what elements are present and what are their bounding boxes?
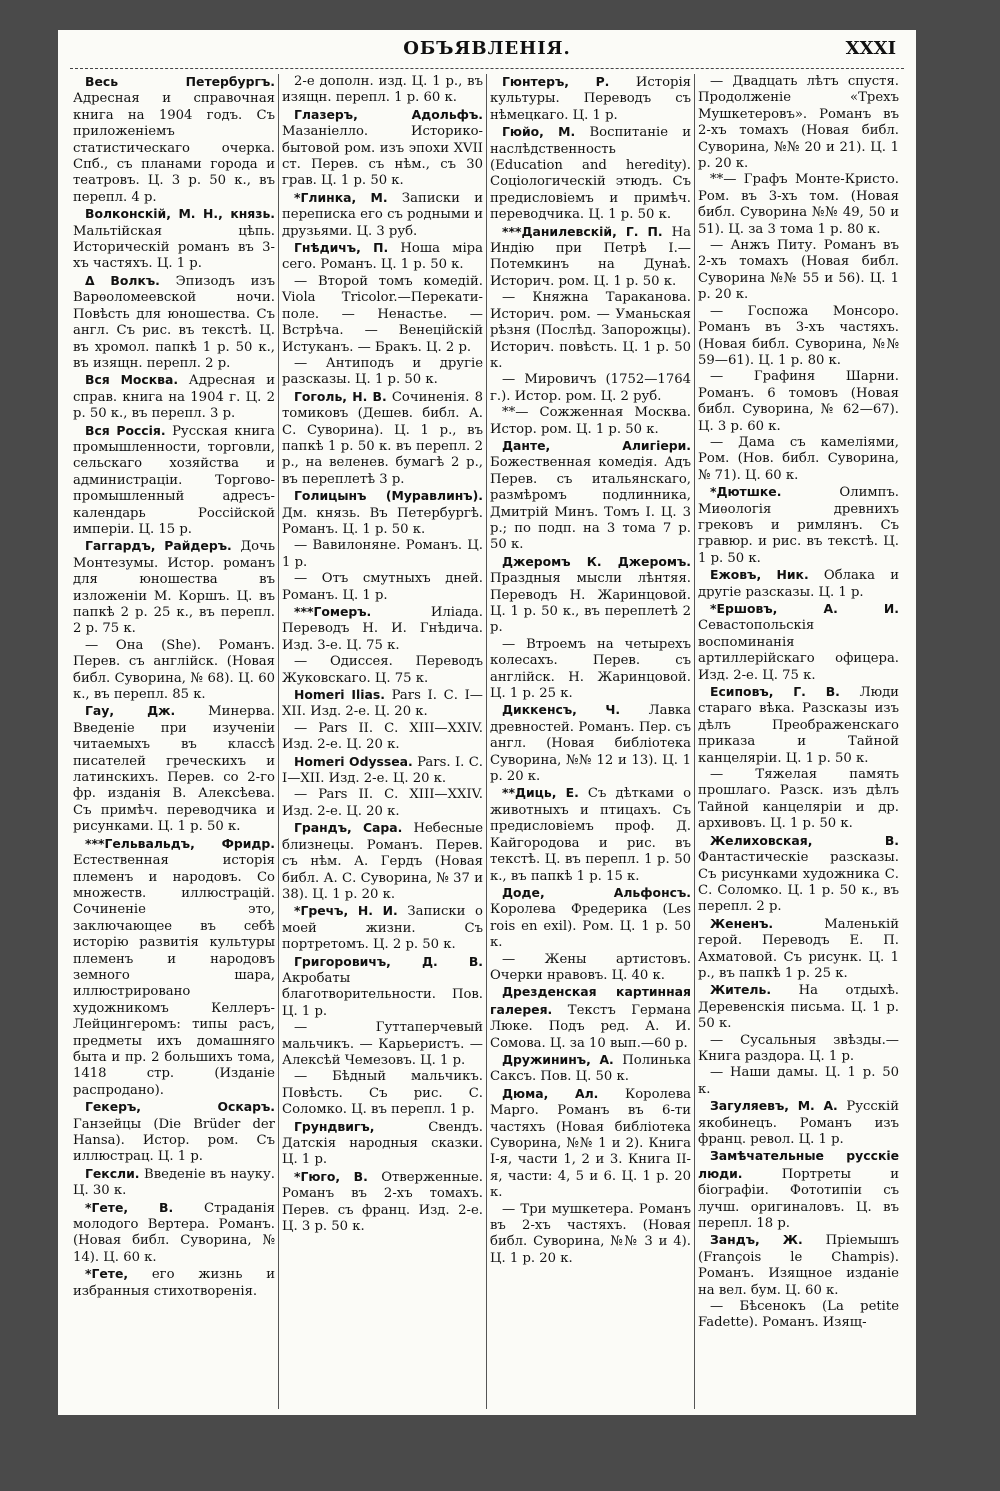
listing-heading: *Гюго, В. bbox=[294, 1168, 368, 1184]
listing-text: Полинька Саксъ. Пов. Ц. 50 к. bbox=[490, 1052, 691, 1085]
listing-heading: Данте, Алигіери. bbox=[502, 437, 691, 453]
listing-heading: Гоголь, Н. В. bbox=[294, 388, 387, 404]
column-1 bbox=[70, 74, 278, 1409]
listing-heading: *Ершовъ, А. И. bbox=[710, 601, 899, 616]
listing-heading: Вся Москва. bbox=[85, 372, 179, 388]
listing-text: — Жены артистовъ. Очерки нравовъ. Ц. 40 к. bbox=[490, 951, 691, 983]
listing-text: Минерва. Введеніе при изученіи читаемыхъ въ классѣ писателей греческихъ и латинскихъ. Перев. со 2-го фр. изданія В. Алексѣева. Съ примѣч. переводчика и рисунками. Ц. 1 р. 50 к. bbox=[73, 704, 275, 835]
listing-heading: Жененъ. bbox=[710, 915, 774, 931]
listing-text: Севастопольскія воспоминанія артиллерійскаго офицера. Изд. 2-е. Ц. 75 к. bbox=[698, 618, 899, 683]
listing-heading: **Диць, Е. bbox=[502, 785, 579, 801]
listing-text: — Наши дамы. Ц. 1 р. 50 к. bbox=[698, 1065, 899, 1097]
listing-entry bbox=[282, 74, 483, 107]
listing-text: — Втроемъ на четырехъ колесахъ. Перев. съ англійск. Н. Жаринцовой. Ц. 1 р. 25 к. bbox=[490, 636, 691, 702]
listing-entry bbox=[698, 567, 899, 601]
listing-entry bbox=[490, 984, 691, 1052]
listing-heading: Гаггардъ, Райдеръ. bbox=[85, 538, 232, 554]
listing-text: Адресная и справ. книга на 1904 г. Ц. 2 р. 50 к., въ перепл. 3 р. bbox=[73, 373, 275, 422]
listing-text: Лавка древностей. Романъ. Пер. съ англ. (Новая библіотека Суворина, №№ 12 и 13). Ц. 1 р. 20 к. bbox=[490, 703, 691, 785]
text-columns bbox=[70, 74, 904, 1409]
listing-entry bbox=[282, 604, 483, 654]
listing-entry bbox=[73, 206, 275, 273]
listing-text: Съ дѣтками о животныхъ и птицахъ. Съ предисловіемъ проф. Д. Кайгородова и рис. въ текстѣ. Ц. въ перепл. 1 р. 50 к., въ папкѣ 1 р. 15 к. bbox=[490, 786, 692, 884]
listing-heading: Григоровичъ, Д. В. bbox=[294, 953, 483, 969]
listing-text: Портреты и біографіи. Фототипіи съ лучш. оригиналовъ. Ц. въ перепл. 18 р. bbox=[698, 1166, 899, 1232]
listing-entry bbox=[698, 304, 899, 370]
listing-text: Пріемышъ (François le Champis). Романъ. Изящное изданіе на вел. бум. Ц. 60 к. bbox=[698, 1233, 899, 1298]
listing-heading: Дюма, Ал. bbox=[502, 1085, 599, 1101]
listing-entry bbox=[282, 389, 483, 488]
listing-text: — Одиссея. Переводъ Жуковскаго. Ц. 75 к. bbox=[282, 654, 483, 686]
listing-entry bbox=[282, 538, 483, 571]
listing-text: Мазаніелло. Историко-бытовой ром. изъ эпохи XVII ст. Перев. съ нѣм., съ 30 грав. Ц. 1 р. 50 к. bbox=[282, 124, 483, 189]
listing-entry bbox=[73, 538, 275, 637]
listing-heading: Homeri Odyssea. bbox=[294, 753, 413, 769]
document-page bbox=[58, 30, 916, 1415]
listing-text: Введеніе въ науку. Ц. 30 к. bbox=[73, 1166, 275, 1199]
listing-text: Русская книга промышленности, торговли, сельскаго хозяйства и администраціи. Торгово-промышленный адресъ-календарь Россійской имперіи. Ц. 15 р. bbox=[73, 423, 275, 537]
listing-heading: Желиховская, В. bbox=[710, 832, 899, 848]
listing-text: **— Сожженная Москва. Истор. ром. Ц. 1 р. 50 к. bbox=[490, 405, 691, 437]
listing-text: Pars. I. С. I—XII. Изд. 2-е. Ц. 20 к. bbox=[282, 754, 483, 787]
listing-text: Естественная исторія племенъ и народовъ. Со множеств. иллюстрацій. Сочиненіе это, заключающее въ себѣ исторію развитія культуры племенъ и народовъ земного шара, иллюстрировано художникомъ Келлеръ-Лейцингеромъ: типы расъ, предметы ихъ домашняго быта и пр. 2 большихъ тома, 1418 стр. (Изданіе распродано). bbox=[73, 853, 275, 1098]
listing-heading: Доде, Альфонсъ. bbox=[502, 884, 691, 900]
listing-entry bbox=[282, 240, 483, 274]
listing-entry bbox=[282, 190, 483, 240]
listing-text: Королева Марго. Романъ въ 6-ти частяхъ (Новая библіотека Суворина, №№ 1 и 2). Книга I-я, части 1, 2 и 3. Книга II-я, части: 4, 5 и 6. Ц. 1 р. 20 к. bbox=[490, 1086, 691, 1201]
listing-entry bbox=[282, 1169, 483, 1236]
listing-text: его жизнь и избранныя стихотворенія. bbox=[73, 1267, 275, 1299]
listing-entry bbox=[490, 405, 691, 438]
listing-heading: Homeri Ilias. bbox=[294, 687, 385, 703]
listing-entry bbox=[490, 372, 691, 405]
listing-text: Божественная комедія. Адъ Перев. съ итальянскаго, размѣромъ подлинника, Дмитрій Минъ. Томъ I. Ц. 3 р.; по подп. на 3 тома 7 р. 50 к. bbox=[490, 455, 691, 553]
listing-heading: *Гете, В. bbox=[85, 1199, 174, 1215]
listing-entry bbox=[490, 124, 691, 223]
listing-entry bbox=[698, 916, 899, 983]
listing-heading: Зандъ, Ж. bbox=[710, 1232, 803, 1248]
listing-text: Сочиненія. 8 томиковъ (Дешев. библ. А. С. Суворина). Ц. 1 р., въ папкѣ 1 р. 50 к. въ перепл. 2 р., на веленев. бумагѣ 2 р., въ переплетѣ 3 р. bbox=[282, 389, 483, 487]
listing-entry bbox=[282, 1119, 483, 1169]
listing-entry bbox=[282, 954, 483, 1021]
listing-text: Иліада. Переводъ Н. И. Гнѣдича. Изд. 3-е. Ц. 75 к. bbox=[282, 605, 483, 653]
listing-text: Дм. князь. Въ Петербургѣ. Романъ. Ц. 1 р. 50 к. bbox=[282, 505, 483, 537]
listing-text: Записки о моей жизни. Съ портретомъ. Ц. 2 р. 50 к. bbox=[282, 904, 483, 953]
listing-text: Эпизодъ изъ Варѳоломеевской ночи. Повѣсть для юношества. Съ англ. Съ рис. въ текстѣ. Ц. въ хромол. папкѣ 1 р. 50 к., въ изящн. перепл. 2 р. bbox=[73, 273, 275, 371]
listing-heading: Ежовъ, Ник. bbox=[710, 567, 809, 583]
listing-entry bbox=[698, 1299, 899, 1332]
listing-entry bbox=[490, 1202, 691, 1268]
listing-entry bbox=[698, 1033, 899, 1066]
listing-entry bbox=[73, 372, 275, 422]
listing-heading: Дружининъ, А. bbox=[502, 1051, 614, 1067]
listing-text: — Pars II. С. XIII—XXIV. Изд. 2-е. Ц. 20 к. bbox=[282, 720, 483, 753]
listing-heading: Загуляевъ, М. А. bbox=[710, 1098, 838, 1114]
listing-entry bbox=[73, 1266, 275, 1300]
listing-text: — Сусальныя звѣзды.—Книга раздора. Ц. 1 р. bbox=[698, 1032, 899, 1064]
listing-entry bbox=[698, 435, 899, 484]
listing-entry bbox=[282, 107, 483, 190]
listing-heading: Гекеръ, Оскаръ. bbox=[85, 1099, 275, 1115]
listing-text: Ганзейцы (Die Brüder der Hansa). Истор. ром. Съ иллюстрац. Ц. 1 р. bbox=[73, 1116, 275, 1165]
listing-text: — Двадцать лѣтъ спустя. Продолженіе «Трехъ Мушкетеровъ». Романъ въ 2-хъ томахъ (Новая библ. Суворина, №№ 20 и 21). Ц. 1 р. 20 к. bbox=[698, 74, 899, 172]
listing-entry bbox=[698, 484, 899, 567]
listing-entry bbox=[698, 1065, 899, 1098]
listing-text: На отдыхѣ. Деревенскія письма. Ц. 1 р. 50 к. bbox=[698, 983, 899, 1032]
listing-text: — Княжна Тараканова. Историч. ром. — Уманьская рѣзня (Послѣд. Запорожцы). Историч. повѣсть. Ц. 1 р. 50 к. bbox=[490, 290, 691, 371]
listing-text: — Бѣсенокъ (La petite Fadette). Романъ. Изящ- bbox=[698, 1299, 899, 1331]
listing-entry bbox=[490, 637, 691, 703]
listing-entry bbox=[282, 721, 483, 754]
listing-entry bbox=[282, 754, 483, 788]
listing-text: — Три мушкетера. Романъ въ 2-хъ частяхъ. (Новая библ. Суворина, №№ 3 и 4). Ц. 1 р. 20 к. bbox=[490, 1201, 691, 1266]
listing-entry bbox=[490, 702, 691, 785]
listing-entry bbox=[73, 703, 275, 835]
listing-heading: Есиповъ, Г. В. bbox=[710, 684, 840, 700]
listing-entry bbox=[282, 820, 483, 903]
listing-entry bbox=[698, 369, 899, 435]
listing-heading: *Гречъ, Н. И. bbox=[294, 903, 398, 919]
listing-heading: Голицынъ (Муравлинъ). bbox=[294, 488, 483, 504]
listing-entry bbox=[698, 833, 899, 916]
column-2 bbox=[278, 74, 486, 1409]
listing-text: — Гуттаперчевый мальчикъ. — Карьеристъ. — Алексѣй Чемезовъ. Ц. 1 р. bbox=[282, 1020, 483, 1068]
listing-heading: Замѣчательные русскіе люди. bbox=[698, 1148, 899, 1181]
listing-text: — Анжъ Питу. Романъ въ 2-хъ томахъ (Новая библ. Суворина №№ 55 и 56). Ц. 1 р. 20 к. bbox=[698, 238, 899, 303]
header-rule bbox=[70, 68, 904, 69]
listing-heading: ***Данилевскій, Г. П. bbox=[502, 223, 663, 239]
listing-text: — Pars II. С. XIII—XXIV. Изд. 2-е. Ц. 20 к. bbox=[282, 787, 483, 819]
listing-entry bbox=[282, 654, 483, 687]
listing-text: Исторія культуры. Переводъ съ нѣмецкаго. Ц. 1 р. bbox=[490, 75, 691, 123]
listing-text: **— Графъ Монте-Кристо. Ром. въ 3-хъ том. (Новая библ. Суворина №№ 49, 50 и 51). Ц. за 3 тома 1 р. 80 к. bbox=[698, 172, 899, 237]
listing-entry bbox=[490, 290, 691, 372]
listing-text: Pars I. С. I—XII. Изд. 2-е. Ц. 20 к. bbox=[282, 688, 483, 720]
listing-entry bbox=[490, 438, 691, 554]
listing-text: Фантастическіе разсказы. Съ рисунками художника С. С. Соломко. Ц. 1 р. 50 к., въ перепл. 2 р. bbox=[698, 850, 899, 915]
listing-text: — Антиподъ и другіе разсказы. Ц. 1 р. 50 к. bbox=[282, 355, 483, 388]
page-number: XXXI bbox=[845, 38, 896, 59]
listing-entry bbox=[73, 1166, 275, 1200]
listing-text: На Индію при Петрѣ I.—Потемкинъ на Дунаѣ. Историч. ром. Ц. 1 р. 50 к. bbox=[490, 224, 691, 289]
listing-entry bbox=[698, 1232, 899, 1299]
listing-heading: ***Гомеръ. bbox=[294, 604, 372, 619]
column-3 bbox=[486, 74, 694, 1409]
listing-text: Акробаты благотворительности. Пов. Ц. 1 р. bbox=[282, 970, 483, 1019]
listing-heading: Грундвигъ, bbox=[294, 1118, 375, 1134]
listing-entry bbox=[73, 423, 275, 539]
listing-text: — Она (She). Романъ. Перев. съ англійск. (Новая библ. Суворина, № 68). Ц. 60 к., въ перепл. 85 к. bbox=[73, 637, 275, 703]
listing-text: Люди стараго вѣка. Разсказы изъ дѣлъ Преображенскаго приказа и Тайной канцеляріи. Ц. 1 р. 50 к. bbox=[698, 685, 899, 766]
listing-heading: *Гете, bbox=[85, 1266, 129, 1282]
listing-heading: Гексли. bbox=[85, 1165, 140, 1181]
listing-entry bbox=[698, 238, 899, 304]
listing-heading: Весь Петербургъ. bbox=[85, 74, 275, 89]
listing-text: — Отъ смутныхъ дней. Романъ. Ц. 1 р. bbox=[282, 571, 483, 603]
listing-entry bbox=[698, 982, 899, 1032]
listing-text: — Мировичъ (1752—1764 г.). Истор. ром. Ц. 2 руб. bbox=[490, 372, 691, 404]
listing-heading: Волконскій, М. Н., князь. bbox=[85, 206, 275, 222]
listing-entry bbox=[282, 787, 483, 820]
listing-entry bbox=[490, 74, 691, 124]
listing-text: — Дама съ камеліями, Ром. (Нов. библ. Суворина, № 71). Ц. 60 к. bbox=[698, 434, 899, 483]
listing-entry bbox=[698, 1148, 899, 1232]
listing-entry bbox=[73, 836, 275, 1100]
listing-text: — Тяжелая память прошлаго. Разск. изъ дѣлъ Тайной канцеляріи и др. архивовъ. Ц. 1 р. 50 к. bbox=[698, 767, 899, 832]
listing-heading: Житель. bbox=[710, 982, 772, 998]
listing-text: Воспитаніе и наслѣдственность (Education and heredity). Соціологическій этюдъ. Съ предисловіемъ и примѣч. переводчика. Ц. 1 р. 50 к. bbox=[490, 125, 691, 223]
listing-heading: Глазеръ, Адольфъ. bbox=[294, 106, 483, 122]
listing-text: 2-е дополн. изд. Ц. 1 р., въ изящн. перепл. 1 р. 60 к. bbox=[282, 74, 483, 106]
listing-entry bbox=[282, 488, 483, 538]
listing-heading: *Дютшке. bbox=[710, 484, 782, 500]
listing-entry bbox=[282, 903, 483, 953]
listing-entry bbox=[282, 1020, 483, 1069]
listing-text: Свендъ. Датскія народныя сказки. Ц. 1 р. bbox=[282, 1119, 483, 1168]
listing-text: — Госпожа Монсоро. Романъ въ 3-хъ частяхъ. (Новая библ. Суворина, №№ 59—61). Ц. 1 р. 80 к. bbox=[698, 303, 899, 368]
listing-entry bbox=[282, 356, 483, 389]
listing-entry bbox=[490, 785, 691, 884]
listing-text: Адресная и справочная книга на 1904 годъ. Съ приложеніемъ статистическаго очерка. Спб., съ планами города и театровъ. Ц. 3 р. 50 к., въ перепл. 4 р. bbox=[73, 91, 275, 205]
listing-entry bbox=[698, 74, 899, 172]
page-title: ОБЪЯВЛЕНІЯ. bbox=[403, 38, 571, 59]
listing-text: Текстъ Германа Люке. Подъ ред. А. И. Сомова. Ц. за 10 вып.—60 р. bbox=[490, 1002, 691, 1051]
listing-heading: Гау, Дж. bbox=[85, 703, 176, 719]
listing-heading: Гюнтеръ, Р. bbox=[502, 74, 610, 89]
listing-text: Страданія молодого Вертера. Романъ. (Новая библ. Суворина, № 14). Ц. 60 к. bbox=[73, 1200, 275, 1265]
listing-heading: Гюйо, М. bbox=[502, 124, 576, 140]
listing-text: Олимпъ. Миѳологія древнихъ грековъ и римлянъ. Съ гравюр. и рис. въ текстѣ. Ц. 1 р. 50 к. bbox=[698, 485, 899, 566]
listing-text: Отверженные. Романъ въ 2-хъ томахъ. Перев. съ франц. Изд. 2-е. Ц. 3 р. 50 к. bbox=[282, 1169, 483, 1235]
listing-heading: *Глинка, М. bbox=[294, 189, 388, 205]
listing-entry bbox=[490, 1086, 691, 1202]
listing-text: Мальтійская цѣпь. Историческій романъ въ 3-хъ частяхъ. Ц. 1 р. bbox=[73, 223, 275, 272]
column-4 bbox=[694, 74, 902, 1409]
listing-entry bbox=[490, 885, 691, 952]
listing-text: Записки и переписка его съ родными и друзьями. Ц. 3 руб. bbox=[282, 190, 483, 239]
listing-heading: Джеромъ К. Джеромъ. bbox=[502, 553, 691, 569]
listing-entry bbox=[73, 74, 275, 206]
listing-heading: Дрезденская картинная галерея. bbox=[490, 984, 691, 1017]
listing-entry bbox=[73, 1200, 275, 1267]
listing-entry bbox=[490, 1052, 691, 1086]
listing-heading: Гнѣдичъ, П. bbox=[294, 240, 389, 256]
listing-text: Праздныя мысли лѣнтяя. Переводъ Н. Жаринцовой. Ц. 1 р. 50 к., въ переплетѣ 2 р. bbox=[490, 571, 691, 636]
listing-entry bbox=[73, 273, 275, 372]
listing-entry bbox=[282, 1069, 483, 1118]
listing-entry bbox=[73, 1099, 275, 1166]
listing-entry bbox=[698, 601, 899, 684]
listing-text: Ноша міра сего. Романъ. Ц. 1 р. 50 к. bbox=[282, 241, 483, 273]
listing-entry bbox=[282, 571, 483, 604]
listing-text: — Вавилоняне. Романъ. Ц. 1 р. bbox=[282, 538, 483, 570]
listing-entry bbox=[698, 767, 899, 833]
listing-entry bbox=[490, 952, 691, 985]
listing-text: Облака и другіе разсказы. Ц. 1 р. bbox=[698, 568, 899, 600]
listing-text: Русскій якобинецъ. Романъ изъ франц. револ. Ц. 1 р. bbox=[698, 1099, 899, 1147]
listing-text: Небесные близнецы. Романъ. Перев. съ нѣм. А. Гердъ (Новая библ. А. С. Суворина, № 37 и 38). Ц. 1 р. 20 к. bbox=[282, 821, 483, 902]
listing-heading: Δ Волкъ. bbox=[85, 272, 160, 288]
listing-entry bbox=[282, 274, 483, 356]
listing-heading: ***Гельвальдъ, Фридр. bbox=[85, 835, 275, 851]
listing-entry bbox=[490, 554, 691, 637]
listing-text: Дочь Монтезумы. Истор. романъ для юношества въ изложеніи М. Коршъ. Ц. въ папкѣ 2 р. 25 к., въ перепл. 2 р. 75 к. bbox=[73, 539, 275, 637]
listing-heading: Грандъ, Сара. bbox=[294, 820, 403, 836]
listing-heading: Диккенсъ, Ч. bbox=[502, 702, 621, 718]
page-header bbox=[58, 30, 916, 70]
listing-text: — Графиня Шарни. Романъ. 6 томовъ (Новая библ. Суворина, № 62—67). Ц. 3 р. 60 к. bbox=[698, 369, 899, 434]
listing-text: — Второй томъ комедій. Viola Tricolor.—Перекати-поле. — Ненастье. — Встрѣча. — Венеційскій Истуканъ. — Бракъ. Ц. 2 р. bbox=[282, 273, 483, 355]
listing-text: Королева Фредерика (Les rois en exil). Ром. Ц. 1 р. 50 к. bbox=[490, 902, 691, 951]
listing-entry bbox=[73, 638, 275, 704]
listing-text: Маленькій герой. Переводъ Е. П. Ахматовой. Съ рисунк. Ц. 1 р., въ папкѣ 1 р. 25 к. bbox=[698, 916, 899, 981]
listing-text: — Бѣдный мальчикъ. Повѣсть. Съ рис. С. Соломко. Ц. въ перепл. 1 р. bbox=[282, 1069, 483, 1118]
listing-entry bbox=[490, 224, 691, 291]
listing-entry bbox=[698, 684, 899, 767]
listing-entry bbox=[698, 172, 899, 238]
listing-heading: Вся Россія. bbox=[85, 422, 166, 438]
listing-entry bbox=[282, 687, 483, 721]
listing-entry bbox=[698, 1098, 899, 1148]
